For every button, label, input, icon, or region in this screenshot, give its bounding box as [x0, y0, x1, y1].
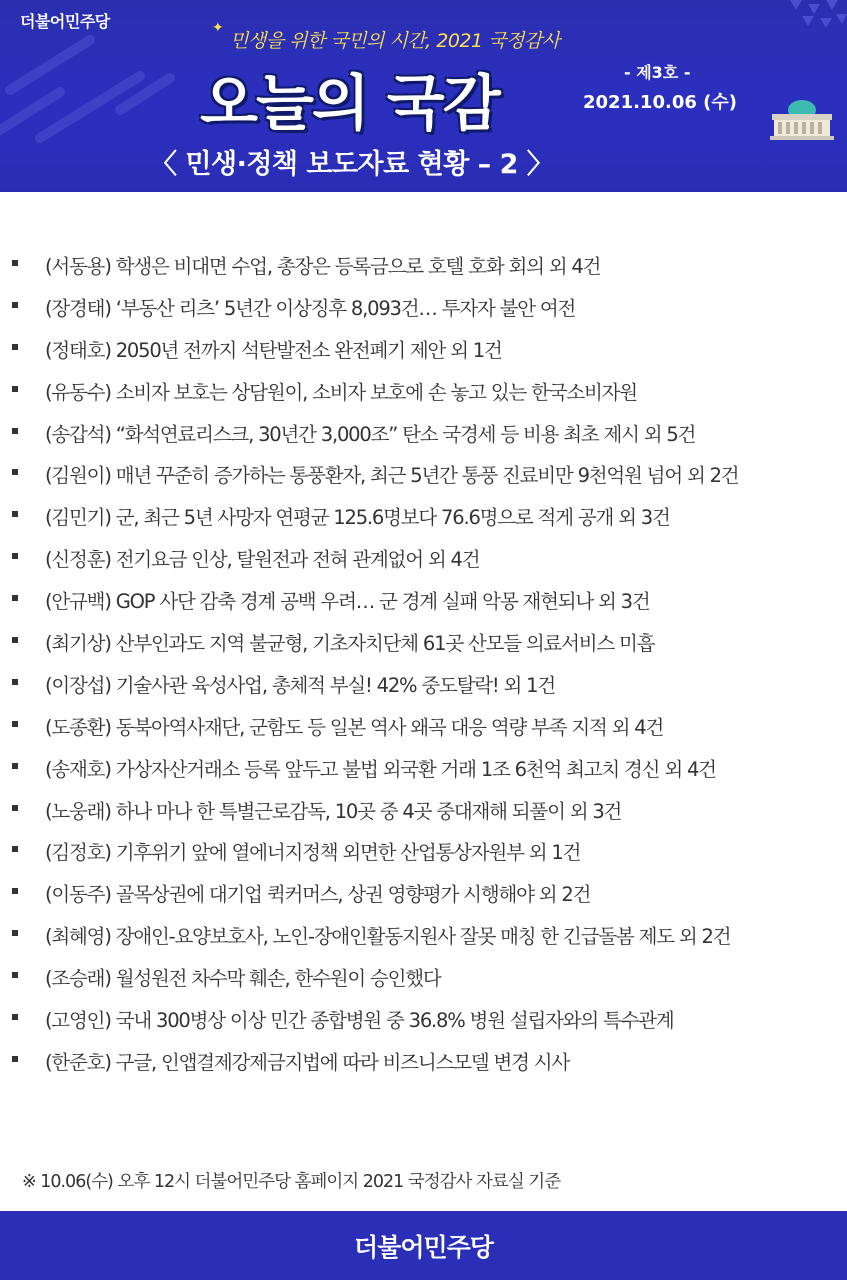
party-logo-text: 더불어민주당 [20, 12, 110, 31]
bullet-icon [12, 1014, 18, 1020]
triangle-pattern-decoration [780, 0, 847, 40]
issue-date: 2021.10.06 (수) [583, 92, 737, 113]
list-item-text: (안규백) GOP 사단 감축 경계 공백 우려… 군 경계 실패 악몽 재현되나 외 3건 [45, 590, 650, 614]
bullet-icon [12, 930, 18, 936]
list-item-text: (최혜영) 장애인-요양보호사, 노인-장애인활동지원사 잘못 매칭 한 긴급돌봄 제도 외 2건 [45, 925, 731, 949]
list-item-text: (한준호) 구글, 인앱결제강제금지법에 따라 비즈니스모델 변경 시사 [45, 1050, 570, 1074]
list-item [0, 457, 847, 499]
list-item-text: (김정호) 기후위기 앞에 열에너지정책 외면한 산업통상자원부 외 1건 [45, 841, 581, 865]
list-item [0, 1002, 847, 1044]
bullet-icon [12, 344, 18, 350]
list-item [0, 667, 847, 709]
list-item-text: (이동주) 골목상권에 대기업 퀵커머스, 상권 영향평가 시행해야 외 2건 [45, 883, 591, 907]
list-item [0, 876, 847, 918]
list-item-text: (최기상) 산부인과도 지역 불균형, 기초자치단체 61곳 산모들 의료서비스 미흡 [45, 632, 655, 656]
list-item-text: (서동용) 학생은 비대면 수업, 총장은 등록금으로 호텔 호화 회의 외 4건 [45, 255, 601, 278]
bullet-icon [12, 386, 18, 392]
bullet-icon [12, 260, 18, 266]
sparkle-icon: ✦ [212, 20, 224, 36]
list-item [0, 751, 847, 793]
list-item-text: (송갑석) “화석연료리스크, 30년간 3,000조” 탄소 국경세 등 비용 최초 제시 외 5건 [45, 422, 696, 446]
list-item [0, 918, 847, 960]
header-banner [0, 0, 847, 192]
bullet-icon [12, 637, 18, 643]
list-item-text: (송재호) 가상자산거래소 등록 앞두고 불법 외국환 거래 1조 6천억 최고치 경신 외 4건 [45, 757, 716, 781]
list-item [0, 541, 847, 583]
list-item [0, 793, 847, 835]
list-item [0, 248, 847, 290]
national-assembly-icon [770, 98, 834, 140]
bullet-icon [12, 679, 18, 685]
footer-party-name: 더불어민주당 [354, 1232, 493, 1262]
bullet-icon [12, 972, 18, 978]
list-item-text: (정태호) 2050년 전까지 석탄발전소 완전폐기 제안 외 1건 [45, 338, 502, 362]
list-item [0, 625, 847, 667]
bullet-icon [12, 428, 18, 434]
press-release-list [0, 248, 847, 1086]
bullet-icon [12, 469, 18, 475]
list-item [0, 960, 847, 1002]
bullet-icon [12, 888, 18, 894]
list-item-text: (이장섭) 기술사관 육성사업, 총체적 부실! 42% 중도탈락! 외 1건 [45, 673, 555, 697]
bullet-icon [12, 511, 18, 517]
list-item-text: (장경태) ‘부동산 리츠’ 5년간 이상징후 8,093건… 투자자 불안 여전 [45, 296, 576, 320]
list-item-text: (노웅래) 하나 마나 한 특별근로감독, 10곳 중 4곳 중대재해 되풀이 외 3건 [45, 799, 622, 823]
bullet-icon [12, 763, 18, 769]
list-item [0, 374, 847, 416]
bullet-icon [12, 721, 18, 727]
section-title: 〈 민생·정책 보도자료 현황 – 2 〉 [150, 149, 554, 180]
footer-banner [0, 1211, 847, 1280]
list-item-text: (도종환) 동북아역사재단, 군함도 등 일본 역사 왜곡 대응 역량 부족 지적 외 4건 [45, 715, 664, 739]
page-title: 오늘의 국감 [200, 69, 499, 139]
bullet-icon [12, 302, 18, 308]
list-item [0, 416, 847, 458]
bullet-icon [12, 846, 18, 852]
list-item [0, 332, 847, 374]
list-item-text: (고영인) 국내 300병상 이상 민간 종합병원 중 36.8% 병원 설립자와의 특수관계 [45, 1009, 674, 1033]
list-item-text: (유동수) 소비자 보호는 상담원이, 소비자 보호에 손 놓고 있는 한국소비자원 [45, 380, 637, 404]
list-item-text: (김민기) 군, 최근 5년 사망자 연평균 125.6명보다 76.6명으로 적게 공개 외 3건 [45, 506, 670, 530]
list-item [0, 499, 847, 541]
list-item [0, 834, 847, 876]
source-footnote: ※ 10.06(수) 오후 12시 더불어민주당 홈페이지 2021 국정감사 자료실 기준 [22, 1172, 561, 1192]
list-item [0, 583, 847, 625]
list-item-text: (신정훈) 전기요금 인상, 탈원전과 전혀 관계없어 외 4건 [45, 548, 480, 572]
bullet-icon [12, 1056, 18, 1062]
list-item [0, 709, 847, 751]
list-item [0, 290, 847, 332]
bullet-icon [12, 805, 18, 811]
list-item-text: (김원이) 매년 꾸준히 증가하는 통풍환자, 최근 5년간 통풍 진료비만 9천억원 넘어 외 2건 [45, 464, 739, 488]
issue-number: - 제3호 - [624, 63, 691, 82]
list-item-text: (조승래) 월성원전 차수막 훼손, 한수원이 승인했다 [45, 967, 441, 991]
subtitle-text: 민생을 위한 국민의 시간, 2021 국정감사 [230, 30, 560, 52]
campaign-subtitle [212, 20, 560, 53]
bullet-icon [12, 595, 18, 601]
bullet-icon [12, 553, 18, 559]
list-item [0, 1044, 847, 1086]
